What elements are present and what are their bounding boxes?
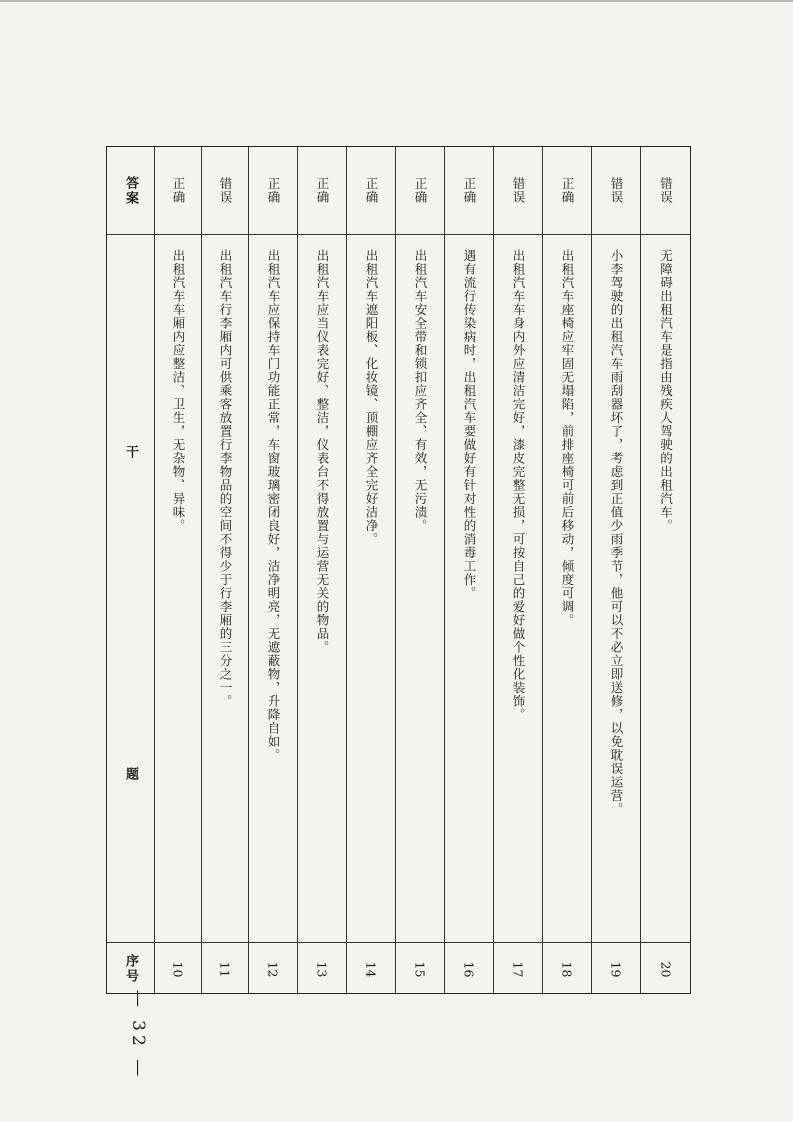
stem-header-right: 题: [123, 767, 138, 782]
answer-value: 正确: [266, 177, 281, 204]
question-number: 11: [217, 961, 233, 977]
stem-cell: [396, 235, 444, 943]
answer-value: 错误: [218, 177, 233, 204]
answer-value: 正确: [364, 177, 379, 204]
question-number: 10: [170, 961, 186, 977]
stem-header-left: 干: [123, 445, 138, 460]
answer-cell: [155, 147, 201, 235]
header-cell-index: [107, 943, 154, 995]
answer-value: 错误: [658, 177, 674, 204]
answer-cell: [249, 147, 297, 235]
question-number: 16: [461, 961, 477, 977]
index-cell: [155, 943, 201, 995]
answer-cell: [396, 147, 444, 235]
header-cell-stem: [107, 235, 154, 943]
table-row: [298, 147, 347, 993]
table-row: [445, 147, 494, 993]
index-cell: [641, 943, 690, 995]
index-cell: [396, 943, 444, 995]
question-number: 19: [608, 961, 624, 977]
index-cell: [249, 943, 297, 995]
answer-value: 正确: [315, 177, 330, 204]
answer-value: 错误: [511, 177, 526, 204]
index-cell: [347, 943, 395, 995]
question-number: 12: [265, 961, 281, 977]
question-stem: 遇有流行传染病时，出租汽车要做好有针对性的消毒工作。: [462, 249, 477, 600]
stem-cell: [298, 235, 346, 943]
stem-cell: [543, 235, 591, 943]
index-cell: [543, 943, 591, 995]
answer-cell: [641, 147, 690, 235]
table-row: [347, 147, 396, 993]
table-row: [202, 147, 249, 993]
question-number: 18: [559, 961, 575, 977]
stem-cell: [155, 235, 201, 943]
answer-value: 正确: [462, 177, 477, 204]
question-stem: 出租汽车应当仪表完好、整洁，仪表台不得放置与运营无关的物品。: [315, 249, 330, 654]
question-stem: 小李驾驶的出租汽车雨刮器坏了，考虑到正值少雨季节，他可以不必立即送修，以免耽误运营。: [609, 249, 624, 816]
question-table: [106, 146, 691, 994]
index-cell: [445, 943, 493, 995]
answer-cell: [494, 147, 542, 235]
stem-cell: [249, 235, 297, 943]
page-number-text: — 32 —: [128, 989, 149, 1081]
table-row: [543, 147, 592, 993]
question-number: 17: [510, 961, 526, 977]
table-row: [155, 147, 202, 993]
index-header: 序号: [123, 954, 138, 984]
stem-cell: [494, 235, 542, 943]
answer-cell: [543, 147, 591, 235]
answer-cell: [202, 147, 248, 235]
answer-value: 正确: [560, 177, 575, 204]
header-cell-answer: [107, 147, 154, 235]
question-number: 20: [658, 961, 673, 977]
table-row: [396, 147, 445, 993]
table-row: [641, 147, 690, 993]
table-row: [249, 147, 298, 993]
table-row: [592, 147, 641, 993]
answer-value: 正确: [413, 177, 428, 204]
stem-cell: [641, 235, 690, 943]
stem-cell: [592, 235, 640, 943]
question-stem: 出租汽车行李厢内可供乘客放置行李物品的空间不得少于行李厢的三分之一。: [218, 249, 233, 708]
question-stem: 无障碍出租汽车是指由残疾人驾驶的出租汽车。: [658, 249, 674, 533]
answer-header: 答案: [123, 175, 138, 206]
index-cell: [494, 943, 542, 995]
stem-cell: [445, 235, 493, 943]
answer-cell: [592, 147, 640, 235]
question-number: 14: [363, 961, 379, 977]
stem-header-label: [121, 235, 140, 942]
question-number: 13: [314, 961, 330, 977]
table-row: [494, 147, 543, 993]
top-rule: [0, 0, 793, 2]
question-stem: 出租汽车遮阳板、化妆镜、顶棚应齐全完好洁净。: [364, 249, 379, 546]
question-stem: 出租汽车车身内外应清洁完好，漆皮完整无损，可按自己的爱好做个性化装饰。: [511, 249, 526, 722]
index-cell: [298, 943, 346, 995]
question-stem: 出租汽车安全带和锁扣应齐全、有效，无污渍。: [413, 249, 428, 533]
answer-value: 错误: [609, 177, 624, 204]
stem-cell: [202, 235, 248, 943]
index-cell: [202, 943, 248, 995]
question-stem: 出租汽车车厢内应整洁、卫生，无杂物、异味。: [171, 249, 186, 533]
table-header-column: [107, 147, 155, 993]
index-cell: [592, 943, 640, 995]
page-number: [118, 989, 158, 1081]
answer-cell: [445, 147, 493, 235]
stem-cell: [347, 235, 395, 943]
question-stem: 出租汽车座椅应牢固无塌陷，前排座椅可前后移动，倾度可调。: [560, 249, 575, 627]
answer-cell: [347, 147, 395, 235]
answer-cell: [298, 147, 346, 235]
answer-value: 正确: [171, 177, 186, 204]
question-stem: 出租汽车应保持车门功能正常，车窗玻璃密闭良好，洁净明亮，无遮蔽物，升降自如。: [266, 249, 281, 762]
question-number: 15: [412, 961, 428, 977]
